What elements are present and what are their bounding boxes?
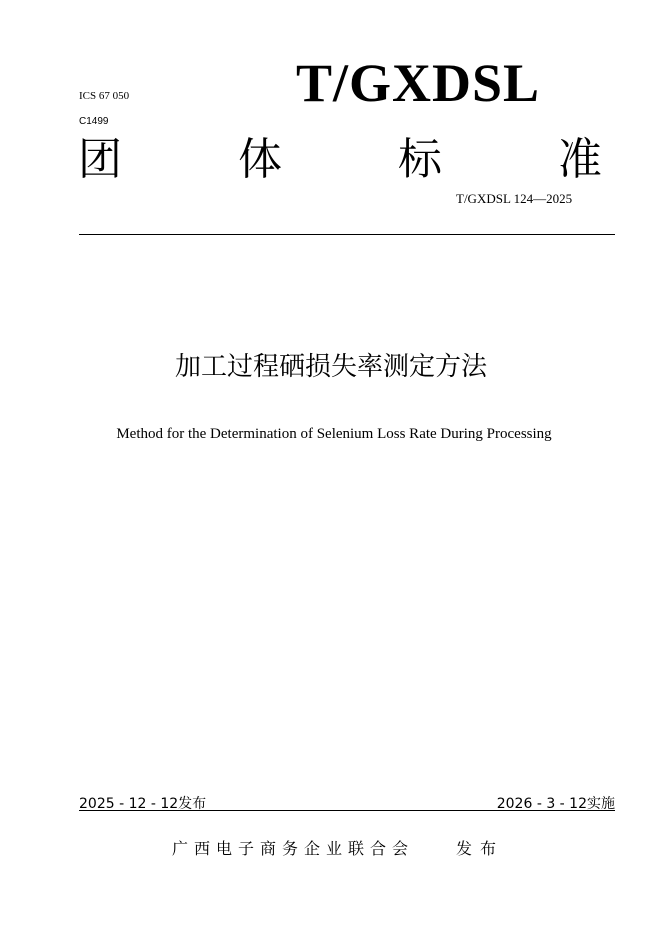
issue-date: 2025 - 12 - 12发布 (79, 796, 207, 812)
standard-type-char: 团 (78, 134, 122, 185)
standard-number: T/GXDSL 124—2025 (456, 191, 573, 206)
standard-type-char: 体 (238, 134, 282, 185)
ccs-code: C1499 (79, 116, 109, 127)
standard-type-heading (78, 134, 602, 185)
document-title-en: Method for the Determination of Selenium Loss Rate During Processing (116, 426, 552, 442)
standard-type-char: 标 (398, 134, 442, 185)
implementation-date: 2026 - 3 - 12实施 (496, 796, 615, 812)
standard-code-heading: T/GXDSL (296, 53, 541, 113)
footer-divider (79, 810, 615, 811)
ics-code: ICS 67 050 (79, 90, 130, 102)
publisher-name: 广西电子商务企业联合会 (172, 839, 415, 858)
standard-type-char: 准 (558, 134, 602, 185)
header-divider (79, 234, 615, 235)
publish-label: 发布 (456, 839, 505, 858)
document-title-zh: 加工过程硒损失率测定方法 (174, 352, 487, 382)
